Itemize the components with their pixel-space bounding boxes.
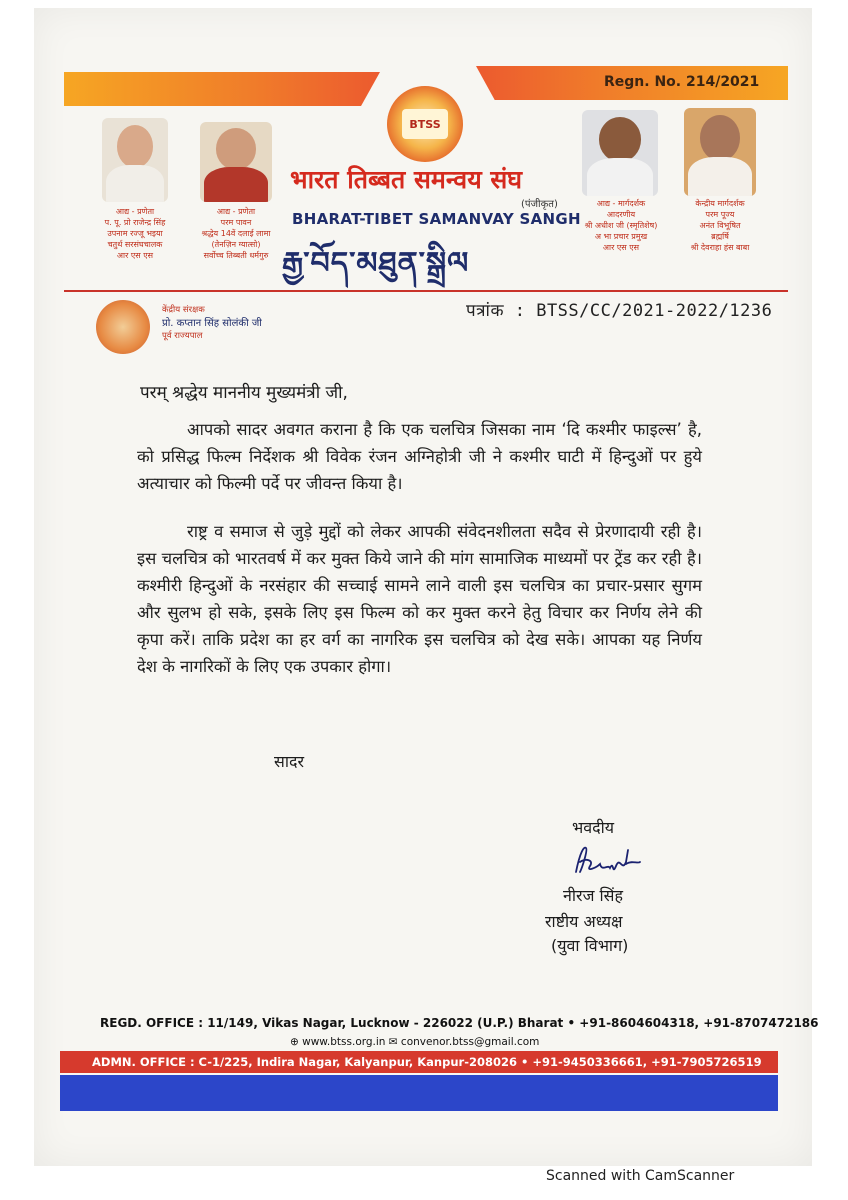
closing: भवदीय bbox=[572, 818, 615, 837]
reference-number: पत्रांक : BTSS/CC/2021-2022/1236 bbox=[466, 301, 773, 321]
org-name-tibetan: རྒྱ་བོད་མཐུན་སྒྲིལ bbox=[282, 246, 470, 281]
scanner-watermark: Scanned with CamScanner bbox=[546, 1168, 735, 1184]
portrait-3 bbox=[582, 110, 658, 196]
signatory-designation: राष्टीय अध्यक्ष bbox=[545, 912, 623, 931]
portrait-1 bbox=[102, 118, 168, 202]
salutation: परम् श्रद्धेय माननीय मुख्यमंत्री जी, bbox=[140, 383, 348, 403]
footer-blue-bar bbox=[60, 1075, 778, 1111]
portrait-4-caption: केन्द्रीय मार्गदर्शक परम पूज्य अनंत विभूषित ब्रह्मर्षि श्री देवराहा हंस बाबा bbox=[690, 199, 750, 252]
patron-portrait bbox=[96, 300, 150, 354]
signature bbox=[572, 842, 644, 878]
portrait-2 bbox=[200, 122, 272, 202]
portrait-1-caption: आद्य - प्रणेता प. पू. प्रो राजेन्द्र सिंह उपनाम रज्जू भइया चतुर्थ सरसंघचालक आर एस एस bbox=[104, 207, 166, 260]
registered-label: (पंजीकृत) bbox=[521, 199, 558, 210]
logo-text: BTSS bbox=[402, 109, 448, 139]
signatory-name: नीरज सिंह bbox=[563, 886, 623, 905]
registration-number: Regn. No. 214/2021 bbox=[604, 74, 760, 90]
portrait-4 bbox=[684, 108, 756, 196]
patron-block: केंद्रीय संरक्षक प्रो. कप्तान सिंह सोलंकी जी पूर्व राज्यपाल bbox=[162, 305, 262, 341]
header-left-bar bbox=[64, 72, 380, 106]
org-name-hindi: भारत तिब्बत समन्वय संघ bbox=[290, 165, 523, 194]
regards: सादर bbox=[274, 752, 305, 771]
paragraph-1: आपको सादर अवगत कराना है कि एक चलचित्र जिसका नाम ‘दि कश्मीर फाइल्स’ है, को प्रसिद्ध फिल्म निर्देशक श्री विवेक रंजन अग्निहोत्री जी ने कश्मीर घाटी में हिन्दुओं पर हुये अत्याचार को फिल्मी पर्दे पर जीवन्त किया है। bbox=[137, 420, 702, 493]
btss-logo bbox=[387, 86, 463, 162]
org-name-english: BHARAT-TIBET SAMANVAY SANGH bbox=[292, 210, 581, 228]
header-divider bbox=[64, 290, 788, 292]
paragraph-2: राष्ट्र व समाज से जुड़े मुद्दों को लेकर आपकी संवेदनशीलता सदैव से प्रेरणादायी रही है। इस चलचित्र को भारतवर्ष में कर मुक्त किये जाने की मांग सामाजिक माध्यमों पर ट्रेंड कर रही है। कश्मीरी हिन्दुओं के नरसंहार की सच्चाई सामने लाने वाली इस चलचित्र का प्रचार-प्रसार सुगम और सुलभ हो सके, इसके लिए इस फिल्म को कर मुक्त करने हेतु विचार कर निर्णय लेने की कृपा करें। ताकि प्रदेश का हर वर्ग का नागरिक इस चलचित्र को देख सके। आपका यह निर्णय देश के नागरिकों के लिए एक उपकार होगा। bbox=[137, 522, 702, 676]
portrait-2-caption: आद्य - प्रणेता परम पावन श्रद्धेय 14वें दलाई लामा (तेनज़िन ग्यात्सो) सर्वोच्च तिब्बती धर्मगुरु bbox=[201, 207, 271, 260]
admn-office: ADMN. OFFICE : C-1/225, Indira Nagar, Kalyanpur, Kanpur-208026 • +91-9450336661, +91-7905726519 bbox=[92, 1055, 762, 1069]
signatory-department: (युवा विभाग) bbox=[551, 936, 629, 955]
portrait-3-caption: आद्य - मार्गदर्शक आदरणीय श्री अधीश जी (स्मृतिशेष) अ भा प्रचार प्रमुख आर एस एस bbox=[584, 199, 658, 252]
regd-office: REGD. OFFICE : 11/149, Vikas Nagar, Lucknow - 226022 (U.P.) Bharat • +91-8604604318, +91-8707472186 bbox=[100, 1016, 819, 1030]
web-email: ⊕ www.btss.org.in ✉ convenor.btss@gmail.com bbox=[290, 1036, 540, 1048]
